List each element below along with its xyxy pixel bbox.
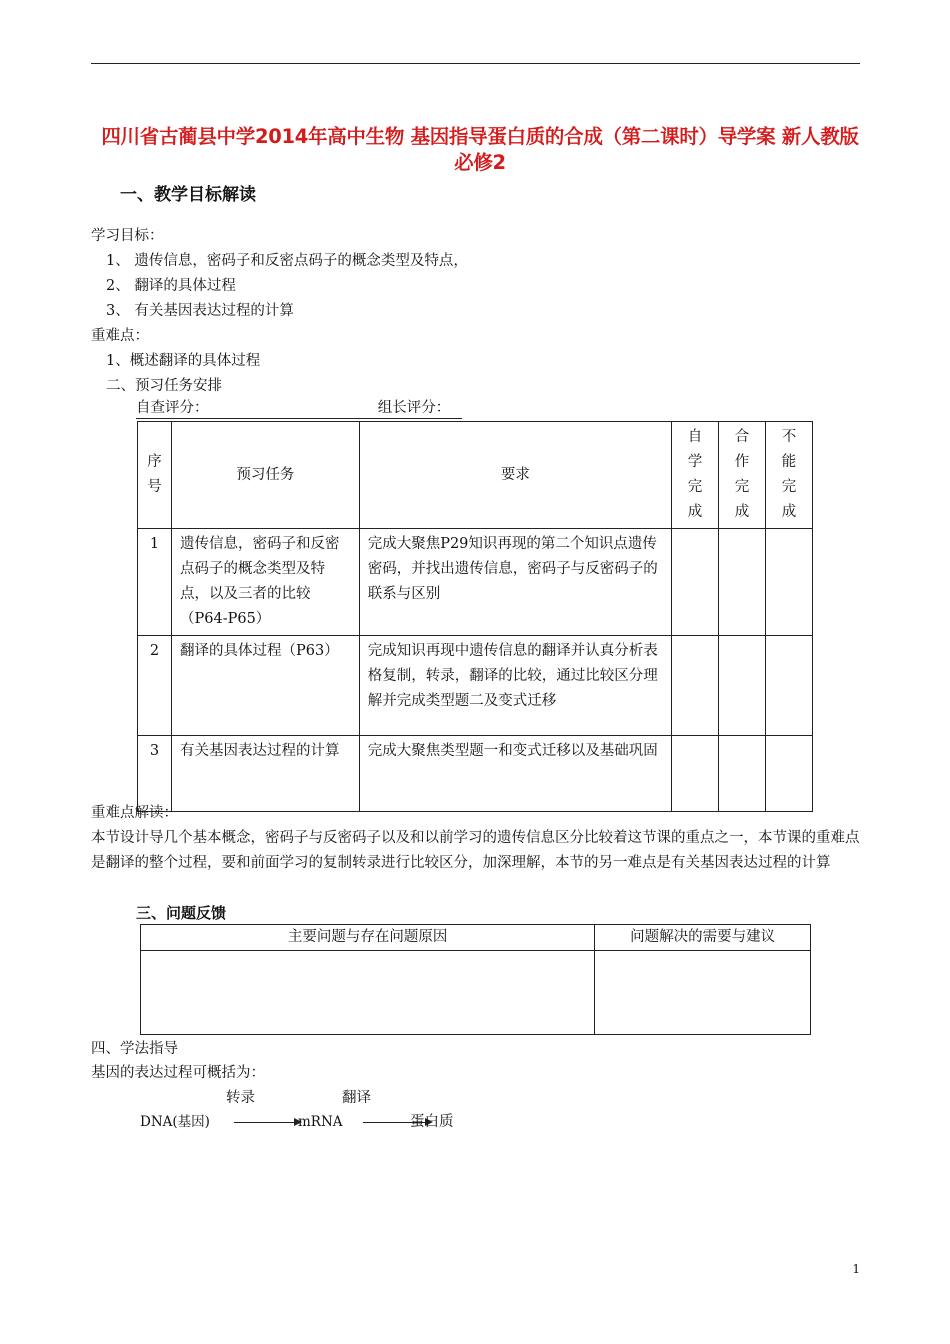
row-check-coop[interactable] — [719, 529, 766, 636]
key-points-label: 重难点： — [91, 328, 149, 344]
header-no: 序号 — [138, 422, 172, 529]
section1-heading: 一、教学目标解读 — [120, 185, 256, 205]
header-self-study: 自学完成 — [672, 422, 719, 529]
feedback-col-problems: 主要问题与存在问题原因 — [141, 925, 595, 951]
row-no: 3 — [138, 736, 172, 812]
leader-eval-label: 组长评分： — [377, 400, 451, 416]
row-requirement: 完成大聚焦P29知识再现的第二个知识点遗传密码，并找出遗传信息，密码子与反密码子的联系与区别 — [359, 529, 671, 636]
key-point-item: 1、概述翻译的具体过程 — [106, 353, 261, 369]
goal-item: 1、 遗传信息，密码子和反密点码子的概念类型及特点， — [106, 253, 468, 269]
feedback-input-row — [141, 951, 811, 1035]
row-check-coop[interactable] — [719, 636, 766, 736]
table-row — [138, 529, 813, 636]
dna-node: DNA(基因) — [140, 1114, 210, 1130]
protein-node: 蛋白质 — [410, 1114, 454, 1130]
row-check-unable[interactable] — [766, 736, 813, 812]
analysis-text: 本节设计导几个基本概念，密码子与反密码子以及和以前学习的遗传信息区分比较着这节课的重点之一，本节课的重难点是翻译的整个过程，要和前面学习的复制转录进行比较区分，加深理解，本节的另一难点是有关基因表达过程的计算 — [91, 830, 860, 871]
goal-item: 2、 翻译的具体过程 — [106, 278, 236, 294]
feedback-problems-field[interactable] — [141, 951, 595, 1035]
header-cooperative: 合作完成 — [719, 422, 766, 529]
feedback-col-suggestions: 问题解决的需要与建议 — [595, 925, 811, 951]
feedback-header-row — [141, 925, 811, 951]
row-check-unable[interactable] — [766, 529, 813, 636]
document-title: 四川省古蔺县中学2014年高中生物 基因指导蛋白质的合成（第二课时）导学案 新人教版必修2 — [101, 125, 859, 174]
row-requirement: 完成知识再现中遗传信息的翻译并认真分析表格复制，转录，翻译的比较，通过比较区分理解并完成类型题二及变式迁移 — [359, 636, 671, 736]
row-check-self[interactable] — [672, 529, 719, 636]
table-row — [138, 736, 813, 812]
header-unable: 不能完成 — [766, 422, 813, 529]
analysis-label: 重难点解读： — [91, 805, 178, 821]
preview-task-table — [137, 421, 813, 812]
goals-label: 学习目标： — [91, 228, 164, 244]
translation-label: 翻译 — [342, 1090, 371, 1106]
goal-item: 3、 有关基因表达过程的计算 — [106, 303, 294, 319]
section4-heading: 四、学法指导 — [91, 1041, 178, 1057]
row-task: 遗传信息，密码子和反密点码子的概念类型及特点，以及三者的比较（P64-P65） — [171, 529, 359, 636]
table-header-row — [138, 422, 813, 529]
arrow-transcription — [234, 1122, 296, 1123]
mrna-node: mRNA — [298, 1114, 343, 1130]
row-requirement: 完成大聚焦类型题一和变式迁移以及基础巩固 — [359, 736, 671, 812]
header-task: 预习任务 — [171, 422, 359, 529]
expression-intro: 基因的表达过程可概括为： — [91, 1065, 265, 1081]
row-check-self[interactable] — [672, 636, 719, 736]
row-no: 2 — [138, 636, 172, 736]
row-check-unable[interactable] — [766, 636, 813, 736]
header-requirement: 要求 — [359, 422, 671, 529]
header-rule — [91, 63, 860, 64]
section2-heading: 二、预习任务安排 — [106, 378, 222, 394]
row-task: 有关基因表达过程的计算 — [171, 736, 359, 812]
self-eval-label: 自查评分： — [136, 400, 209, 416]
row-check-self[interactable] — [672, 736, 719, 812]
evaluation-line — [136, 398, 462, 419]
row-no: 1 — [138, 529, 172, 636]
row-check-coop[interactable] — [719, 736, 766, 812]
transcription-label: 转录 — [226, 1090, 255, 1106]
feedback-suggestions-field[interactable] — [595, 951, 811, 1035]
section3-heading: 三、问题反馈 — [136, 904, 227, 922]
row-task: 翻译的具体过程（P63） — [171, 636, 359, 736]
feedback-table — [140, 924, 811, 1035]
table-row — [138, 636, 813, 736]
page-number: 1 — [852, 1262, 860, 1276]
